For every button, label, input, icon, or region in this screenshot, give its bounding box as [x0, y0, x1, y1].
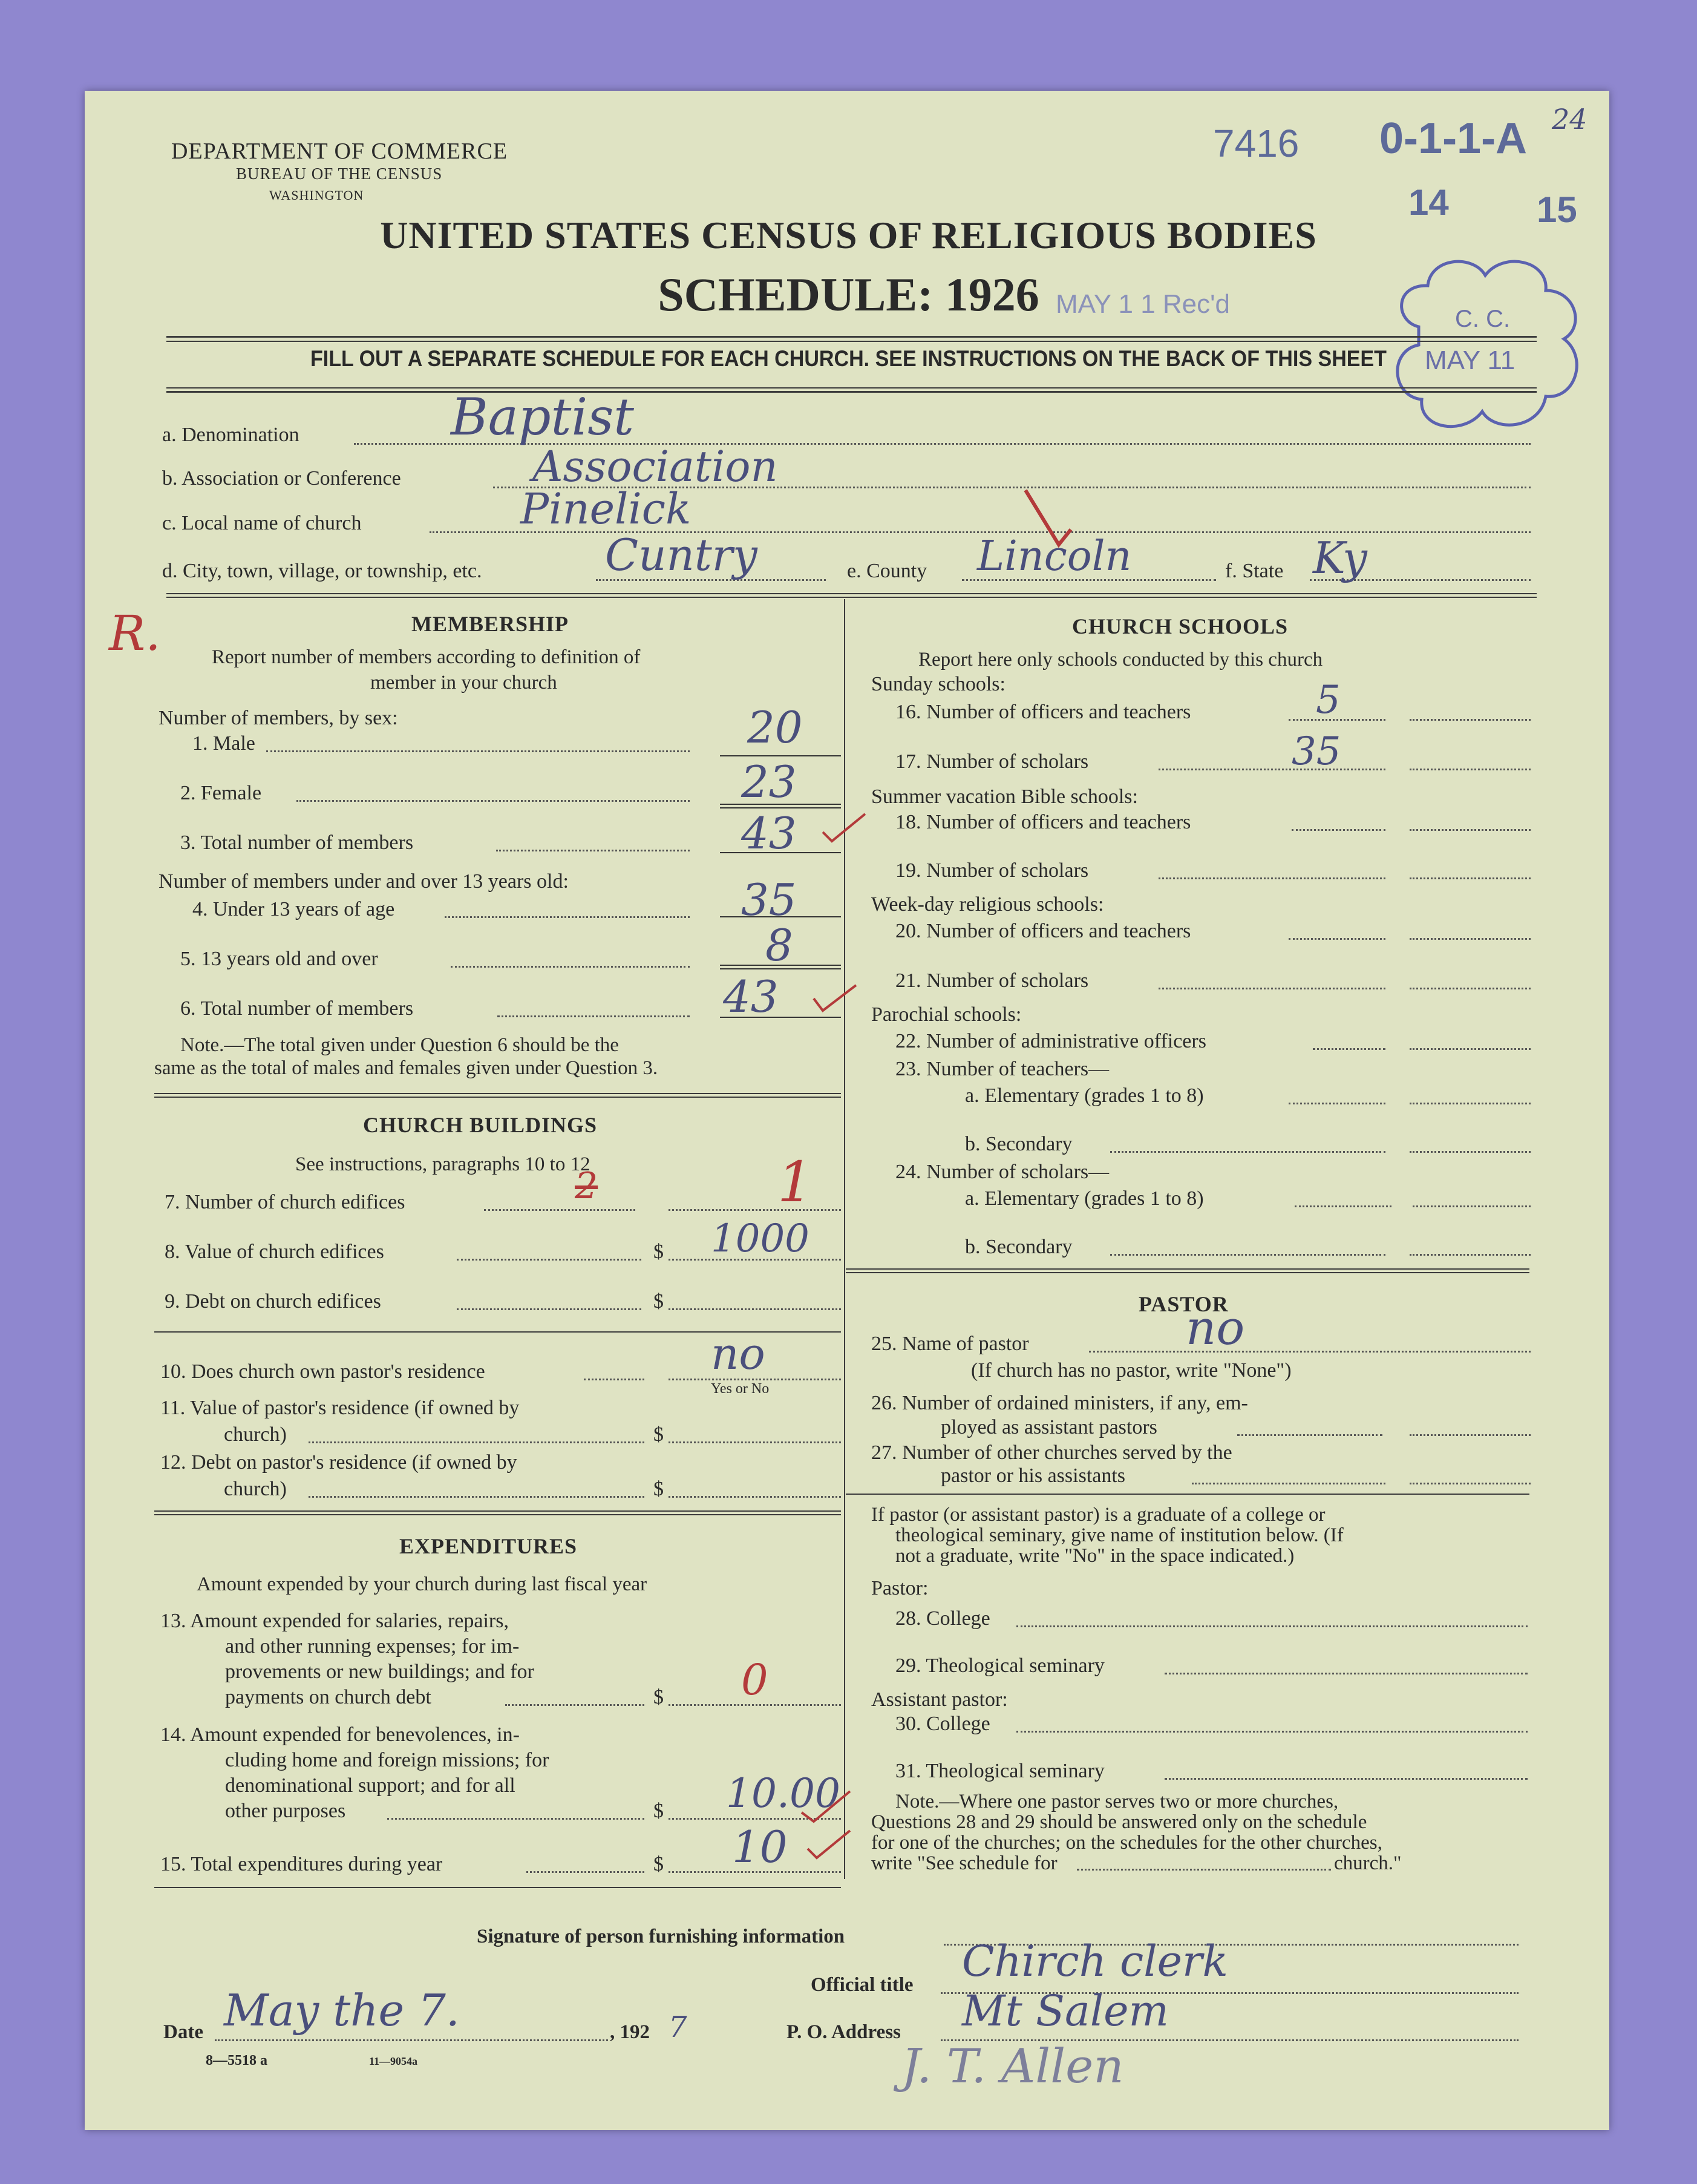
file-number: 7416: [1213, 122, 1300, 165]
cc-stamp-line1: C. C.: [1455, 306, 1511, 332]
weekday-schools-label: Week-day religious schools:: [871, 893, 1104, 916]
graduate-note-1: If pastor (or assistant pastor) is a graduate of a college or: [871, 1504, 1326, 1526]
schools-heading: CHURCH SCHOOLS: [1072, 614, 1289, 638]
yes-no-hint: Yes or No: [711, 1381, 770, 1397]
q25-hint: (If church has no pastor, write "None"): [971, 1359, 1292, 1382]
print-number: 11—9054a: [369, 2055, 418, 2067]
date-value[interactable]: May the 7.: [224, 1985, 460, 2036]
instruction-banner: FILL OUT A SEPARATE SCHEDULE FOR EACH CHURCH. SEE INSTRUCTIONS ON THE BACK OF THIS SHEET: [310, 346, 1387, 371]
q26-label-1: 26. Number of ordained ministers, if any, em-: [871, 1392, 1248, 1414]
q20-label: 20. Number of officers and teachers: [895, 920, 1191, 942]
q15-amount[interactable]: 10: [732, 1822, 788, 1872]
q27-label-2: pastor or his assistants: [941, 1464, 1126, 1487]
local-name-label: c. Local name of church: [162, 512, 362, 534]
buildings-intro: See instructions, paragraphs 10 to 12: [295, 1153, 590, 1175]
q14-amount[interactable]: 10.00: [726, 1770, 840, 1817]
q29-label: 29. Theological seminary: [895, 1654, 1105, 1677]
assistant-subheading: Assistant pastor:: [871, 1688, 1008, 1711]
expenditures-heading: EXPENDITURES: [399, 1534, 578, 1558]
city-value[interactable]: Cuntry: [605, 530, 757, 580]
pastor-note-2: Questions 28 and 29 should be answered only on the schedule: [871, 1811, 1367, 1833]
state-label: f. State: [1225, 560, 1284, 582]
membership-note-2: same as the total of males and females given under Question 3.: [154, 1057, 658, 1079]
q23b-label: b. Secondary: [965, 1133, 1073, 1155]
schools-intro: Report here only schools conducted by this church: [918, 649, 1323, 671]
q12-label-2: church): [224, 1478, 287, 1500]
department-name: DEPARTMENT OF COMMERCE: [171, 139, 508, 164]
pastor-note-4: write "See schedule for: [871, 1852, 1058, 1874]
q24a-label: a. Elementary (grades 1 to 8): [965, 1187, 1204, 1210]
q15-total-label: 15. Total expenditures during year: [160, 1853, 443, 1875]
county-value[interactable]: Lincoln: [977, 533, 1132, 580]
q5-over13-value[interactable]: 8: [765, 920, 793, 971]
city-name: WASHINGTON: [269, 188, 364, 203]
q6-total-value[interactable]: 43: [723, 971, 779, 1022]
sunday-schools-label: Sunday schools:: [871, 673, 1005, 695]
q11-dollar: $: [653, 1423, 664, 1446]
q14-label-4: other purposes: [225, 1800, 346, 1822]
q15-dollar: $: [653, 1853, 664, 1875]
q27-label-1: 27. Number of other churches served by the: [871, 1441, 1232, 1464]
local-name-value[interactable]: Pinelick: [520, 484, 692, 534]
year-digit[interactable]: 7: [669, 2010, 687, 2044]
form-number: 8—5518 a: [206, 2053, 267, 2068]
q19-label: 19. Number of scholars: [895, 859, 1089, 882]
buildings-heading: CHURCH BUILDINGS: [363, 1113, 598, 1137]
signature-value[interactable]: J. T. Allen: [901, 2039, 1124, 2094]
q24-label: 24. Number of scholars—: [895, 1161, 1110, 1183]
q14-label-1: 14. Amount expended for benevolences, in-: [160, 1723, 520, 1746]
membership-intro-2: member in your church: [370, 672, 557, 694]
city-label: d. City, town, village, or township, etc.: [162, 560, 482, 582]
q26-label-2: ployed as assistant pastors: [941, 1416, 1157, 1438]
pastor-note-3: for one of the churches; on the schedules for the other churches,: [871, 1832, 1382, 1854]
q10-residence-value[interactable]: no: [711, 1328, 765, 1379]
date-label: Date: [163, 2021, 203, 2043]
q3-total-label: 3. Total number of members: [180, 831, 414, 854]
po-address-value[interactable]: Mt Salem: [962, 1986, 1169, 2036]
q5-over13-label: 5. 13 years old and over: [180, 948, 378, 970]
q14-label-3: denominational support; and for all: [225, 1774, 515, 1797]
q11-label-1: 11. Value of pastor's residence (if owned by: [160, 1397, 520, 1419]
q8-value-label: 8. Value of church edifices: [165, 1241, 384, 1263]
form-subtitle: SCHEDULE: 1926: [658, 268, 1039, 321]
q17-value[interactable]: 35: [1292, 729, 1341, 774]
q13-dollar: $: [653, 1686, 664, 1708]
q23-label: 23. Number of teachers—: [895, 1058, 1110, 1080]
q9-dollar: $: [653, 1290, 664, 1313]
red-tick-icon: [799, 1785, 853, 1828]
bureau-name: BUREAU OF THE CENSUS: [236, 165, 443, 183]
cc-stamp-line2: MAY 11: [1425, 346, 1516, 375]
association-value[interactable]: Association: [532, 442, 778, 491]
pastor-note-4b: church.": [1334, 1852, 1402, 1874]
red-check-icon: [1022, 487, 1089, 554]
q6-total-label: 6. Total number of members: [180, 997, 414, 1020]
review-mark: R.: [109, 605, 161, 661]
graduate-note-2: theological seminary, give name of institution below. (If: [895, 1524, 1344, 1546]
pastor-note-1: Note.—Where one pastor serves two or more churches,: [895, 1791, 1339, 1812]
q8-dollar: $: [653, 1241, 664, 1263]
q13-label-1: 13. Amount expended for salaries, repairs,: [160, 1610, 509, 1632]
summer-schools-label: Summer vacation Bible schools:: [871, 785, 1138, 808]
membership-heading: MEMBERSHIP: [411, 612, 569, 636]
po-address-label: P. O. Address: [786, 2021, 901, 2043]
q4-under13-label: 4. Under 13 years of age: [192, 898, 395, 920]
code-15: 15: [1537, 189, 1577, 230]
q8-value-amount[interactable]: 1000: [711, 1216, 809, 1261]
q1-male-label: 1. Male: [192, 732, 255, 755]
state-value[interactable]: Ky: [1313, 533, 1367, 583]
q2-female-value[interactable]: 23: [741, 756, 797, 807]
q12-label-1: 12. Debt on pastor's residence (if owned by: [160, 1451, 517, 1474]
pastor-subheading: Pastor:: [871, 1577, 929, 1599]
q21-label: 21. Number of scholars: [895, 969, 1089, 992]
q2-female-label: 2. Female: [180, 782, 262, 804]
q25-label: 25. Name of pastor: [871, 1333, 1029, 1355]
q4-under13-value[interactable]: 35: [741, 874, 797, 925]
q31-label: 31. Theological seminary: [895, 1760, 1105, 1782]
denomination-value[interactable]: Baptist: [451, 387, 635, 447]
q13-label-4: payments on church debt: [225, 1686, 431, 1708]
members-by-sex-label: Number of members, by sex:: [159, 707, 398, 729]
graduate-note-3: not a graduate, write "No" in the space indicated.): [895, 1545, 1295, 1567]
q14-dollar: $: [653, 1800, 664, 1822]
membership-intro-1: Report number of members according to definition of: [212, 646, 641, 668]
q13-amount[interactable]: 0: [741, 1655, 768, 1705]
form-title: UNITED STATES CENSUS OF RELIGIOUS BODIES: [380, 214, 1317, 257]
q12-dollar: $: [653, 1478, 664, 1500]
members-by-age-label: Number of members under and over 13 years old:: [159, 870, 569, 893]
q7-edifices-label: 7. Number of church edifices: [165, 1191, 405, 1213]
expenditures-intro: Amount expended by your church during last fiscal year: [197, 1573, 647, 1595]
code-14: 14: [1408, 182, 1449, 223]
parochial-schools-label: Parochial schools:: [871, 1003, 1022, 1026]
denomination-label: a. Denomination: [162, 424, 299, 446]
q25-value[interactable]: no: [1186, 1301, 1245, 1356]
q22-label: 22. Number of administrative officers: [895, 1030, 1206, 1052]
official-title-label: Official title: [811, 1974, 914, 1996]
year-prefix: , 192: [610, 2021, 650, 2043]
q13-label-3: provements or new buildings; and for: [225, 1661, 534, 1683]
q14-label-2: cluding home and foreign missions; for: [225, 1749, 549, 1771]
q16-value[interactable]: 5: [1316, 678, 1341, 723]
q11-label-2: church): [224, 1423, 287, 1446]
red-tick-icon: [811, 980, 859, 1017]
q17-label: 17. Number of scholars: [895, 750, 1089, 773]
class-superscript: 24: [1552, 103, 1587, 136]
q16-label: 16. Number of officers and teachers: [895, 701, 1191, 723]
q24b-label: b. Secondary: [965, 1236, 1073, 1258]
q7-edifices-value[interactable]: 1: [777, 1150, 813, 1215]
q9-debt-label: 9. Debt on church edifices: [165, 1290, 381, 1313]
signature-label: Signature of person furnishing information: [477, 1926, 845, 1947]
county-label: e. County: [847, 560, 927, 582]
received-stamp: MAY 1 1 Rec'd: [1056, 289, 1231, 319]
q10-residence-label: 10. Does church own pastor's residence: [160, 1360, 485, 1383]
red-tick-icon: [820, 811, 868, 847]
q30-label: 30. College: [895, 1713, 990, 1735]
q18-label: 18. Number of officers and teachers: [895, 811, 1191, 833]
q3-total-value[interactable]: 43: [741, 808, 797, 859]
association-label: b. Association or Conference: [162, 467, 401, 490]
q1-male-value[interactable]: 20: [747, 702, 803, 753]
q13-label-2: and other running expenses; for im-: [225, 1635, 520, 1658]
q7-struck-value: 2: [575, 1165, 598, 1207]
official-title-value[interactable]: Chirch clerk: [962, 1936, 1228, 1986]
q28-label: 28. College: [895, 1607, 990, 1630]
membership-note-1: Note.—The total given under Question 6 should be the: [180, 1034, 619, 1056]
pastor-heading: PASTOR: [1139, 1292, 1229, 1316]
q23a-label: a. Elementary (grades 1 to 8): [965, 1084, 1204, 1107]
class-code: 0-1-1-A: [1379, 114, 1528, 163]
red-tick-icon: [805, 1828, 853, 1864]
